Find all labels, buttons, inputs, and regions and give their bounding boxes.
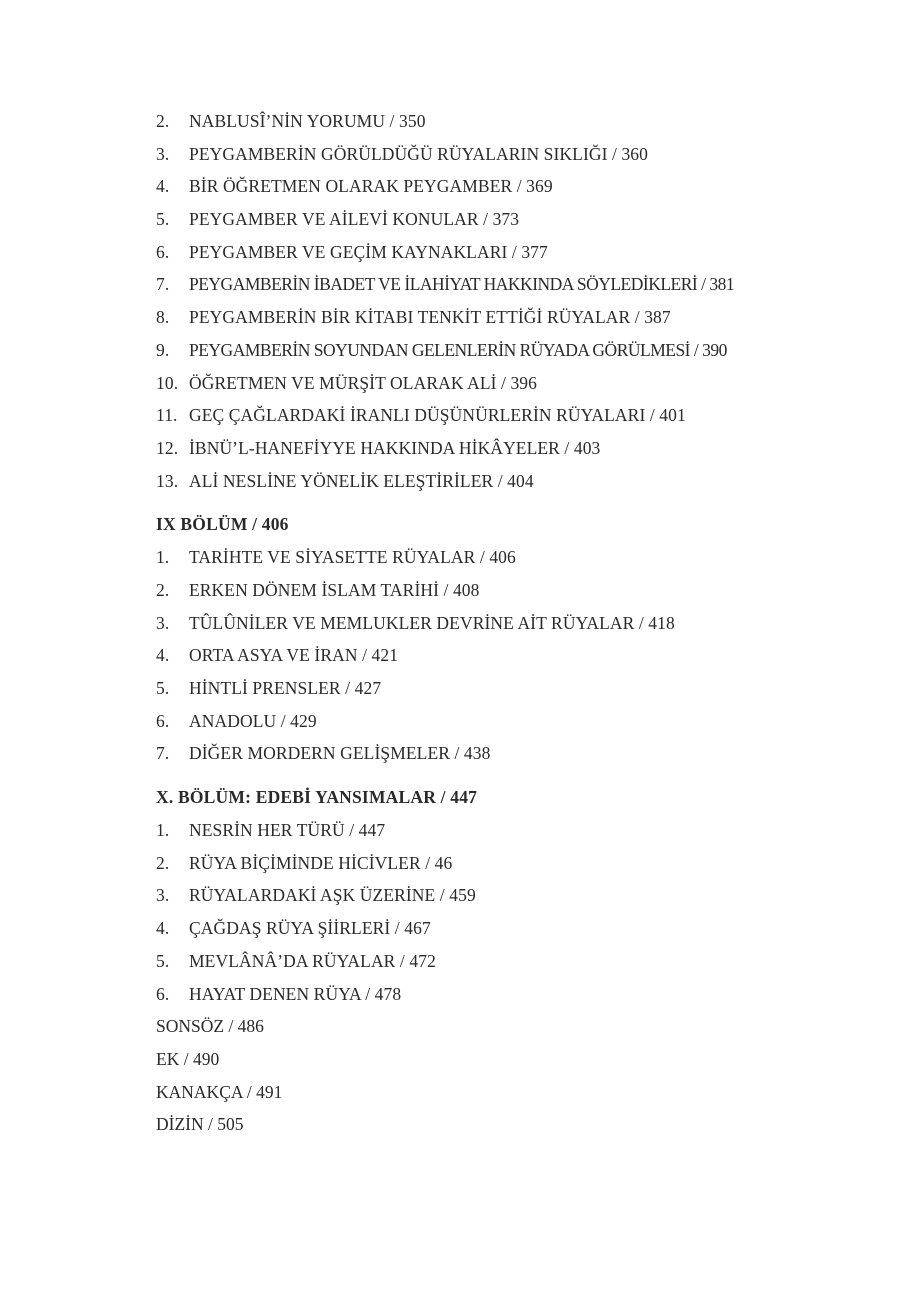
entry-number: 4. [156,918,170,939]
entry-number: 7. [156,743,170,764]
entry-number: 12. [156,437,179,458]
back-matter-entry-ek[interactable]: EK / 490 [156,1048,220,1069]
toc-entry[interactable] [156,678,856,711]
toc-entry[interactable] [156,340,856,373]
toc-entry[interactable] [156,743,856,776]
table-of-contents [156,111,856,1147]
entry-number: 6. [156,983,170,1004]
back-matter-list [156,1016,856,1147]
toc-entry[interactable] [156,373,856,406]
toc-entry[interactable] [156,144,856,177]
entry-title: GEÇ ÇAĞLARDAKİ İRANLI DÜŞÜNÜRLERİN RÜYALARI / 401 [189,405,686,426]
entry-number: 9. [156,339,170,360]
entry-number: 4. [156,645,170,666]
entry-title: RÜYALARDAKİ AŞK ÜZERİNE / 459 [189,885,476,906]
entry-title: NESRİN HER TÜRÜ / 447 [189,820,386,841]
entry-title: PEYGAMBER VE GEÇİM KAYNAKLARI / 377 [189,241,548,262]
entry-title: NABLUSÎ’NİN YORUMU / 350 [189,111,426,131]
section-heading-ix[interactable]: IX BÖLÜM / 406 [156,514,289,535]
entry-number: 4. [156,176,170,197]
entry-title: ANADOLU / 429 [189,710,317,731]
entry-number: 8. [156,307,170,328]
entry-title: PEYGAMBERİN GÖRÜLDÜĞÜ RÜYALARIN SIKLIĞI / 360 [189,143,649,164]
entry-number: 2. [156,852,170,873]
entry-title: ERKEN DÖNEM İSLAM TARİHİ / 408 [189,579,480,600]
toc-entry[interactable] [156,176,856,209]
entry-title: PEYGAMBER VE AİLEVİ KONULAR / 373 [189,209,520,230]
section-viii-list [156,111,856,503]
toc-entry[interactable] [156,918,856,951]
entry-title: BİR ÖĞRETMEN OLARAK PEYGAMBER / 369 [189,176,553,197]
entry-number: 5. [156,209,170,230]
toc-entry[interactable] [156,885,856,918]
entry-number: 2. [156,111,170,131]
toc-entry[interactable] [156,274,856,307]
entry-title: PEYGAMBERİN BİR KİTABI TENKİT ETTİĞİ RÜYALAR / 387 [189,307,671,328]
toc-entry[interactable] [156,307,856,340]
toc-entry[interactable] [156,645,856,678]
entry-title: DİĞER MORDERN GELİŞMELER / 438 [189,743,491,764]
entry-title: ÖĞRETMEN VE MÜRŞİT OLARAK ALİ / 396 [189,372,537,393]
entry-number: 2. [156,579,170,600]
entry-number: 13. [156,470,179,491]
toc-entry[interactable] [156,580,856,613]
entry-title: TÛLÛNİLER VE MEMLUKLER DEVRİNE AİT RÜYALAR / 418 [189,612,675,633]
entry-number: 1. [156,820,170,841]
toc-entry[interactable] [156,438,856,471]
back-matter-entry-sonsoz[interactable]: SONSÖZ / 486 [156,1016,264,1037]
entry-title: HİNTLİ PRENSLER / 427 [189,678,382,698]
entry-number: 3. [156,612,170,633]
entry-number: 1. [156,547,170,568]
entry-title: İBNÜ’L-HANEFİYYE HAKKINDA HİKÂYELER / 403 [189,437,601,458]
entry-number: 6. [156,710,170,731]
entry-title: PEYGAMBERİN İBADET VE İLAHİYAT HAKKINDA SÖYLEDİKLERİ / 381 [189,274,735,295]
toc-entry[interactable] [156,209,856,242]
entry-title: TARİHTE VE SİYASETTE RÜYALAR / 406 [189,547,516,568]
toc-entry[interactable] [156,853,856,886]
back-matter-entry-kanakca[interactable]: KANAKÇA / 491 [156,1081,283,1102]
toc-entry[interactable] [156,242,856,275]
toc-entry[interactable] [156,547,856,580]
entry-title: RÜYA BİÇİMİNDE HİCİVLER / 46 [189,852,453,873]
entry-title: PEYGAMBERİN SOYUNDAN GELENLERİN RÜYADA GÖRÜLMESİ / 390 [189,339,727,360]
entry-title: ÇAĞDAŞ RÜYA ŞİİRLERİ / 467 [189,918,431,939]
entry-title: HAYAT DENEN RÜYA / 478 [189,983,402,1004]
section-ix-list [156,547,856,776]
entry-number: 6. [156,241,170,262]
toc-entry[interactable] [156,471,856,504]
entry-number: 5. [156,678,170,698]
entry-number: 7. [156,274,170,295]
entry-title: ORTA ASYA VE İRAN / 421 [189,645,399,666]
toc-entry[interactable] [156,613,856,646]
entry-number: 11. [156,405,178,426]
entry-number: 5. [156,950,170,971]
toc-entry[interactable] [156,111,856,144]
toc-entry[interactable] [156,984,856,1017]
section-heading-x[interactable]: X. BÖLÜM: EDEBİ YANSIMALAR / 447 [156,787,478,808]
entry-title: MEVLÂNÂ’DA RÜYALAR / 472 [189,950,436,971]
toc-entry[interactable] [156,951,856,984]
toc-entry[interactable] [156,711,856,744]
entry-number: 10. [156,372,179,393]
toc-entry[interactable] [156,405,856,438]
section-x-list [156,820,856,1016]
entry-number: 3. [156,143,170,164]
entry-number: 3. [156,885,170,906]
entry-title: ALİ NESLİNE YÖNELİK ELEŞTİRİLER / 404 [189,470,534,491]
back-matter-entry-dizin[interactable]: DİZİN / 505 [156,1114,244,1135]
toc-entry[interactable] [156,820,856,853]
